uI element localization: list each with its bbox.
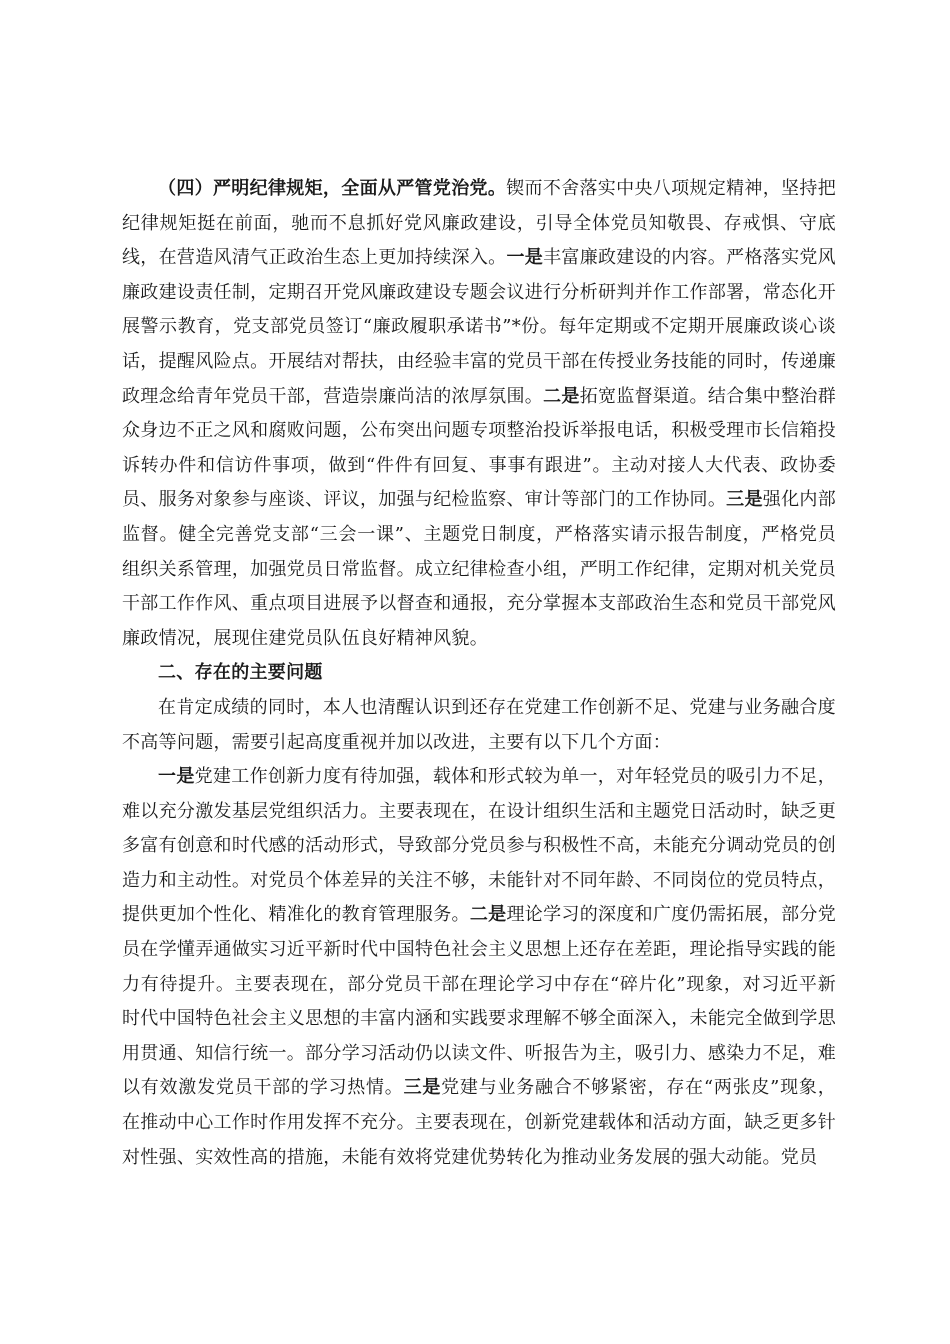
paragraph-problems [122, 760, 836, 1175]
problem-two-text: 理论学习的深度和广度仍需拓展，部分党员在学懂弄通做实习近平新时代中国特色社会主义思想上还存在差距，理论指导实践的能力有待提升。主要表现在，部分党员干部在理论学习中存在“碎片化”现象，对习近平新时代中国特色社会主义思想的丰富内涵和实践要求理解不够全面深入，未能完全做到学思用贯通、知信行统一。部分学习活动仍以读文件、听报告为主，吸引力、感染力不足，难以有效激发党员干部的学习热情。 [122, 904, 836, 1099]
section-four-point-one: 丰富廉政建设的内容。严格落实党风廉政建设责任制，定期召开党风廉政建设专题会议进行分析研判并作工作部署，常态化开展警示教育，党支部党员签订“廉政履职承诺书”*份。每年定期或不定期开展廉政谈心谈话，提醒风险点。开展结对帮扶，由经验丰富的党员干部在传授业务技能的同时，传递廉政理念给青年党员干部，营造崇廉尚洁的浓厚氛围。 [122, 247, 836, 407]
problem-marker-third: 三是 [403, 1077, 442, 1099]
section-two-heading: 二、存在的主要问题 [158, 662, 323, 684]
section-two-intro: 在肯定成绩的同时，本人也清醒认识到还存在党建工作创新不足、党建与业务融合度不高等问题，需要引起高度重视并加以改进，主要有以下几个方面： [122, 696, 836, 753]
problem-one-text: 党建工作创新力度有待加强，载体和形式较为单一，对年轻党员的吸引力不足，难以充分激发基层党组织活力。主要表现在，在设计组织生活和主题党日活动时，缺乏更多富有创意和时代感的活动形式，导致部分党员参与积极性不高，未能充分调动党员的创造力和主动性。对党员个体差异的关注不够，未能针对不同年龄、不同岗位的党员特点，提供更加个性化、精准化的教育管理服务。 [122, 766, 836, 926]
marker-third: 三是 [726, 489, 763, 511]
section-four-heading: （四）严明纪律规矩，全面从严管党治党。 [158, 178, 507, 199]
marker-first: 一是 [506, 247, 544, 269]
paragraph-section-four [122, 172, 836, 656]
section-four-point-three: 强化内部监督。健全完善党支部“三会一课”、主题党日制度，严格落实请示报告制度，严格党员组织关系管理，加强党员日常监督。成立纪律检查小组，严明工作纪律，定期对机关党员干部工作作风、重点项目进展予以督查和通报，充分掌握本支部政治生态和党员干部党风廉政情况，展现住建党员队伍良好精神风貌。 [122, 489, 836, 649]
problem-marker-second: 二是 [469, 904, 507, 926]
document-body [122, 172, 836, 1175]
problem-marker-first: 一是 [158, 766, 195, 788]
section-four-intro: 锲而不舍落实中央八项规定精神，坚持把纪律规矩挺在前面，驰而不息抓好党风廉政建设，引导全体党员知敬畏、存戒惧、守底线，在营造风清气正政治生态上更加持续深入。 [122, 178, 836, 269]
problem-three-text: 党建与业务融合不够紧密，存在“两张皮”现象，在推动中心工作时作用发挥不充分。主要表现在，创新党建载体和活动方面，缺乏更多针对性强、实效性高的措施，未能有效将党建优势转化为推动业务发展的强大动能。党员 [122, 1077, 836, 1168]
marker-second: 二是 [543, 385, 580, 407]
section-four-point-two: 拓宽监督渠道。结合集中整治群众身边不正之风和腐败问题，公布突出问题专项整治投诉举报电话，积极受理市长信箱投诉转办件和信访件事项，做到“件件有回复、事事有跟进”。主动对接人大代表、政协委员、服务对象参与座谈、评议，加强与纪检监察、审计等部门的工作协同。 [122, 385, 836, 511]
